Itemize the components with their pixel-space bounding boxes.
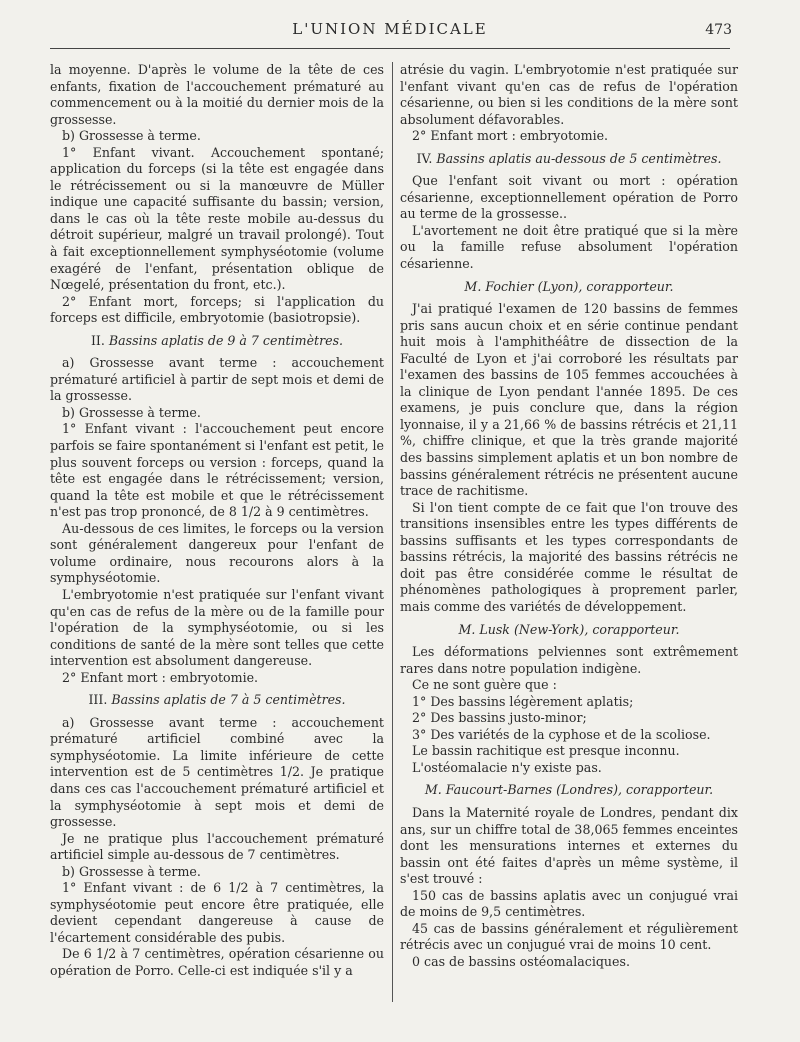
list-item: 3° Des variétés de la cyphose et de la scoliose. [412,726,711,742]
page-header [50,18,730,46]
page-number: 473 [705,22,732,38]
paragraph: b) Grossesse à terme. [62,863,201,879]
paragraph: 150 cas de bassins aplatis avec un conjugué vrai de moins de 9,5 centimètres. [400,887,738,920]
right-column [400,62,738,970]
paragraph: L'avortement ne doit être pratiqué que si la mère ou la famille refuse absolument l'opération césarienne. [400,222,738,272]
section-number: IV. [416,150,433,166]
paragraph: 1° Enfant vivant : de 6 1/2 à 7 centimètres, la symphyséotomie peut encore être pratiquée, elle devient cependant dangereuse à cause de l'écartement considérable des pubis. [50,880,384,945]
paragraph: Si l'on tient compte de ce fait que l'on trouve des transitions insensibles entre les types différents de bassins suffisants et les types correspondants de bassins rétrécis, la majorité des bassins rétrécis ne doit pas être considérée comme le résultat de phénomènes pathologiques à proprement parler, mais comme des variétés de développement. [400,499,738,614]
paragraph: 1° Enfant vivant. Accouchement spontané; application du forceps (si la tête est engagée dans le rétrécissement ou si la manœuvre de Müller indique une capacité suffisante du bassin; version, dans le cas où la tête reste mobile au-dessus du détroit supérieur, malgré un travail prolongé). Tout à fait exceptionnellement symphyséotomie (volume exagéré de l'enfant, présentation oblique de Nœgelé, présentation du front, etc.). [50,144,384,293]
paragraph: 2° Enfant mort : embryotomie. [62,669,259,685]
section-heading [50,692,384,709]
paragraph: Dans la Maternité royale de Londres, pendant dix ans, sur un chiffre total de 38,065 femmes enceintes dont les mensurations internes et externes du bassin ont été faites d'après un même système, il s'est trouvé : [400,804,738,887]
paragraph: 45 cas de bassins généralement et régulièrement rétrécis avec un conjugué vrai de moins 10 cent. [400,920,738,953]
rapporteur-heading: M. Fochier (Lyon), corapporteur. [464,278,674,294]
section-title: Bassins aplatis de 9 à 7 centimètres. [108,332,344,348]
section-title: Bassins aplatis de 7 à 5 centimètres. [111,692,346,708]
paragraph: atrésie du vagin. L'embryotomie n'est pratiquée sur l'enfant vivant qu'en cas de refus de l'opération césarienne, ou bien si les conditions de la mère sont absolument défavorables. [400,62,738,127]
section-title: Bassins aplatis au-dessous de 5 centimètres. [436,150,722,166]
paragraph: L'embryotomie n'est pratiquée sur l'enfant vivant qu'en cas de refus de la mère ou de la famille pour l'opération de la symphyséotomie, ou si les conditions de santé de la mère sont telles que cette intervention est absolument dangereuse. [50,586,384,669]
paragraph: b) Grossesse à terme. [62,128,201,144]
paragraph: 2° Enfant mort : embryotomie. [412,128,609,144]
column-divider [392,62,393,1002]
journal-title: L'UNION MÉDICALE [292,20,488,38]
paragraph: Que l'enfant soit vivant ou mort : opération césarienne, exceptionnellement opération de Porro au terme de la grossesse.. [400,173,738,222]
rapporteur-heading: M. Lusk (New-York), corapporteur. [458,621,680,637]
paragraph: L'ostéomalacie n'y existe pas. [412,759,602,775]
paragraph: la moyenne. D'après le volume de la tête de ces enfants, fixation de l'accouchement prématuré au commencement ou à la moitié du dernier mois de la grossesse. [50,62,384,127]
paragraph: Les déformations pelviennes sont extrêmement rares dans notre population indigène. [400,644,738,676]
left-column [50,62,384,980]
paragraph: Au-dessous de ces limites, le forceps ou la version sont généralement dangereux pour l'enfant de volume ordinaire, nous recourons alors à la symphyséotomie. [50,520,384,586]
section-number: III. [88,692,108,708]
list-item: 2° Des bassins justo-minor; [412,710,587,726]
paragraph: a) Grossesse avant terme : accouchement prématuré artificiel à partir de sept mois et demi de la grossesse. [50,355,384,404]
paragraph: De 6 1/2 à 7 centimètres, opération césarienne ou opération de Porro. Celle-ci est indiquée s'il y a [50,946,384,978]
paragraph: Ce ne sont guère que : [412,677,557,693]
paragraph: Je ne pratique plus l'accouchement prématuré artificiel simple au-dessous de 7 centimètres. [50,830,384,863]
header-rule [50,48,730,49]
section-number: II. [90,332,105,348]
paragraph: a) Grossesse avant terme : accouchement prématuré artificiel combiné avec la symphyséotomie. La limite inférieure de cette intervention est de 5 centimètres 1/2. Je pratique dans ces cas l'accouchement prématuré artificiel et la symphyséotomie à sept mois et demi de grossesse. [50,714,384,830]
paragraph: J'ai pratiqué l'examen de 120 bassins de femmes pris sans aucun choix et en série continue pendant huit mois à l'amphithéâtre de dissection de la Faculté de Lyon et j'ai corroboré les résultats par l'examen des bassins de 105 femmes accouchées à la clinique de Lyon pendant l'année 1895. De ces examens, je puis conclure que, dans la région lyonnaise, il y a 21,66 % de bassins rétrécis et 21,11 %, chiffre clinique, et que la très grande majorité des bassins simplement aplatis et un bon nombre de bassins généralement rétrécis ne présentent aucune trace de rachitisme. [400,301,738,499]
paragraph: 0 cas de bassins ostéomalaciques. [412,953,630,969]
rapporteur-heading: M. Faucourt-Barnes (Londres), corapporteur. [424,782,714,798]
list-item: 1° Des bassins légèrement aplatis; [412,693,634,709]
paragraph: Le bassin rachitique est presque inconnu. [412,743,680,759]
paragraph: b) Grossesse à terme. [62,404,201,420]
section-heading [50,333,384,350]
paragraph: 2° Enfant mort, forceps; si l'application du forceps est difficile, embryotomie (basiotropsie). [50,293,384,326]
paragraph: 1° Enfant vivant : l'accouchement peut encore parfois se faire spontanément si l'enfant est petit, le plus souvent forceps ou version : forceps, quand la tête est engagée dans le rétrécissement; version, quand la tête est mobile et que le rétrécissement n'est pas trop prononcé, de 8 1/2 à 9 centimètres. [50,421,384,520]
section-heading [400,151,738,168]
